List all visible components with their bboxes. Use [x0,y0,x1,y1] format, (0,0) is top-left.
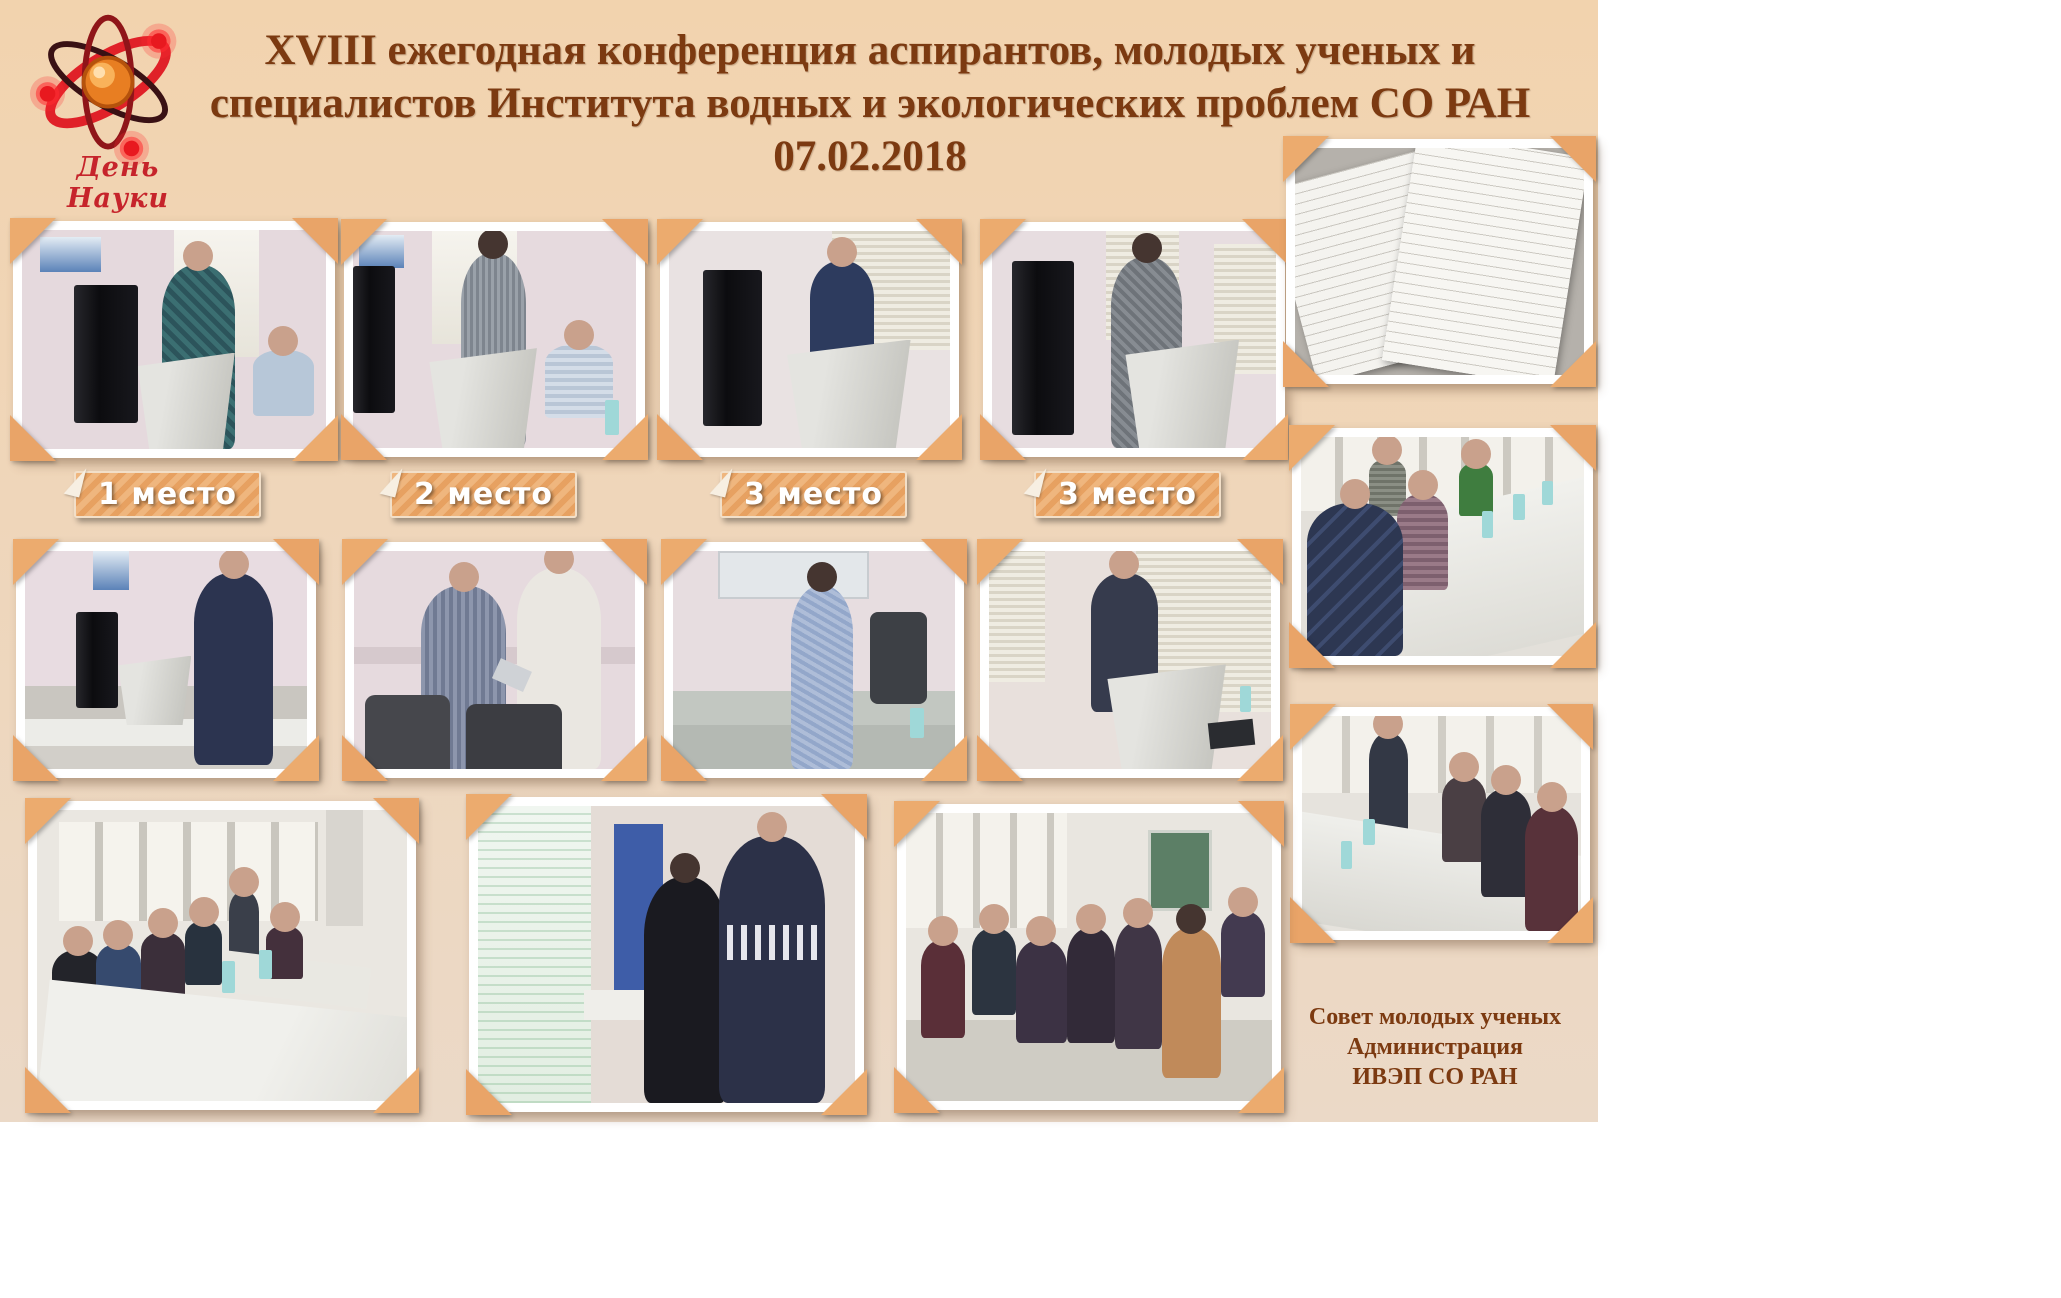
corner-mount-icon [980,414,1026,460]
corner-mount-icon [1550,622,1596,668]
corner-mount-icon [602,414,648,460]
photo-image [1295,148,1584,375]
corner-mount-icon [1290,897,1336,943]
person-figure [194,573,273,765]
award-badge-4 [1034,471,1221,518]
corner-mount-icon [1237,735,1283,781]
photo-image [25,551,307,769]
projection-screen [718,551,869,599]
water-bottle [1513,494,1524,520]
corner-mount-icon [894,801,940,847]
lectern [118,656,191,726]
corner-mount-icon [1547,704,1593,750]
corner-mount-icon [601,539,647,585]
corner-mount-icon [466,1069,512,1115]
corner-mount-icon [1289,425,1335,471]
speaker-column [74,285,138,423]
photo-jury-1 [1292,428,1593,665]
corner-mount-icon [661,735,707,781]
water-bottle [910,708,924,739]
corner-mount-icon [1547,897,1593,943]
photo-talk-3 [660,222,959,457]
green-board [1148,830,1213,911]
corner-mount-icon [921,539,967,585]
water-bottle [222,961,235,993]
photo-image [37,810,407,1101]
corner-mount-icon [1242,219,1288,265]
corner-mount-icon [341,414,387,460]
water-bottle [1240,686,1251,712]
corner-mount-icon [601,735,647,781]
speaker-column [76,612,118,708]
corner-mount-icon [894,1067,940,1113]
person-figure [791,586,853,769]
corner-mount-icon [661,539,707,585]
corner-mount-icon [821,794,867,840]
photo-image [1301,437,1584,656]
speaker-column [1012,261,1074,435]
lectern [787,340,911,449]
award-label: 3 место [1058,477,1197,512]
corner-mount-icon [916,219,962,265]
water-bottle [259,950,272,979]
corner-mount-icon [916,414,962,460]
footer-credit [1268,1002,1602,1092]
person-figure [1369,733,1408,836]
footer-line-3: ИВЭП СО РАН [1352,1064,1518,1090]
corner-mount-icon [342,735,388,781]
corner-mount-icon [1238,801,1284,847]
person-figure [1459,463,1493,516]
corner-mount-icon [657,219,703,265]
person-figure [545,344,613,418]
photo-image [478,806,855,1103]
fold-icon [64,465,87,498]
corner-mount-icon [341,219,387,265]
water-bottle [1341,841,1352,869]
corner-mount-icon [1550,341,1596,387]
corner-mount-icon [373,798,419,844]
corner-mount-icon [1237,539,1283,585]
lectern [138,353,235,449]
footer-line-1: Совет молодых ученых [1308,1004,1562,1030]
photo-image [22,230,326,449]
award-badge-2 [390,471,577,518]
photo-talk-6 [664,542,964,778]
fold-icon [380,465,403,498]
corner-mount-icon [821,1069,867,1115]
corner-mount-icon [602,219,648,265]
photo-image [992,231,1276,448]
corner-mount-icon [292,218,338,264]
person-figure [1397,494,1448,590]
lectern [429,348,537,448]
corner-mount-icon [10,218,56,264]
person-figure [1162,928,1221,1078]
water-bottle [1482,511,1493,537]
corner-mount-icon [1550,425,1596,471]
person-figure [1067,928,1115,1043]
photo-hall-2 [897,804,1281,1110]
photo-talk-4 [983,222,1285,457]
corner-mount-icon [13,735,59,781]
corner-mount-icon [1283,136,1329,182]
award-label: 1 место [98,477,237,512]
photo-image [354,551,635,769]
water-bottle [1542,481,1553,505]
corner-mount-icon [466,794,512,840]
chair [870,612,926,704]
person-figure [644,877,727,1103]
corner-mount-icon [25,798,71,844]
photo-image [673,551,955,769]
photo-talk-1 [13,221,335,458]
corner-mount-icon [292,415,338,461]
lectern [1125,340,1239,449]
corner-mount-icon [25,1067,71,1113]
wall-picture [93,551,130,590]
corner-mount-icon [273,735,319,781]
corner-mount-icon [977,735,1023,781]
person-figure [921,940,965,1038]
person-figure [1442,776,1487,862]
corner-mount-icon [1242,414,1288,460]
footer-line-2: Администрация [1346,1034,1524,1060]
photo-program [1286,139,1593,384]
person-figure [1115,922,1163,1049]
person-figure [266,926,303,978]
water-bottle [1363,819,1374,845]
photo-talk-2 [344,222,645,457]
photo-talk-7 [980,542,1280,778]
award-label: 2 место [414,477,553,512]
corner-mount-icon [342,539,388,585]
photo-image [1302,716,1581,931]
sweater-pattern [727,925,817,961]
corner-mount-icon [980,219,1026,265]
corner-mount-icon [977,539,1023,585]
photo-jury-2 [1293,707,1590,940]
poster-board [478,806,591,1103]
photo-image [906,813,1272,1101]
photo-discussion [345,542,644,778]
corner-mount-icon [1550,136,1596,182]
corner-mount-icon [273,539,319,585]
door [326,810,363,926]
title-line-1: XVIII ежегодная конференция аспирантов, молодых ученых и [264,27,1476,74]
photo-image [353,231,636,448]
chair [466,704,562,769]
award-badge-1 [74,471,261,518]
person-figure [972,928,1016,1014]
logo-caption: День Науки [66,152,170,214]
corner-mount-icon [13,539,59,585]
photo-image [669,231,950,448]
corner-mount-icon [10,415,56,461]
photo-image [989,551,1271,769]
person-figure [1481,789,1531,897]
photo-poster-session [469,797,864,1112]
speaker-column [703,270,762,426]
award-label: 3 место [744,477,883,512]
photo-hall-1 [28,801,416,1110]
title-line-2: специалистов Института водных и экологических проблем СО РАН [209,80,1531,127]
photo-talk-5 [16,542,316,778]
window-row [1302,716,1581,793]
lectern [1107,664,1225,769]
fold-icon [1024,465,1047,498]
corner-mount-icon [657,414,703,460]
speaker-column [353,266,395,414]
corner-mount-icon [373,1067,419,1113]
person-figure [1016,940,1067,1044]
corner-mount-icon [1289,622,1335,668]
corner-mount-icon [921,735,967,781]
corner-mount-icon [1283,341,1329,387]
fold-icon [710,465,733,498]
award-badge-3 [720,471,907,518]
corner-mount-icon [1290,704,1336,750]
person-figure [719,836,825,1103]
title-line-3: 07.02.2018 [773,133,967,180]
person-figure [185,921,222,985]
person-figure [253,350,314,416]
person-figure [1221,911,1265,997]
